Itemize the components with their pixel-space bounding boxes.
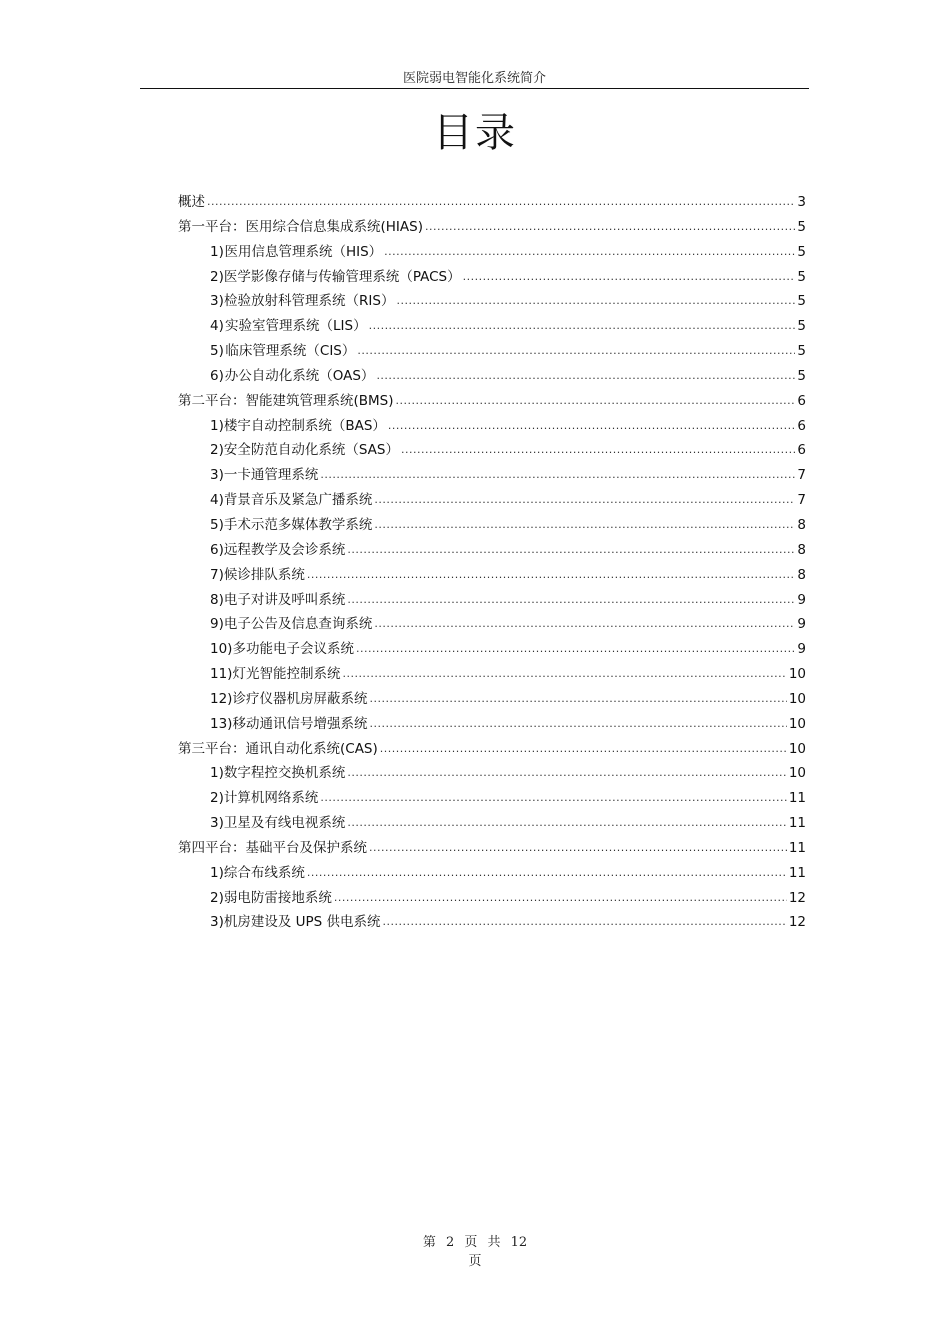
toc-entry[interactable] — [178, 314, 806, 339]
toc-entry[interactable] — [178, 861, 806, 886]
toc-dot-leader — [307, 861, 787, 886]
toc-dot-leader — [207, 190, 795, 215]
toc-entry-label: 1)数字程控交换机系统 — [210, 765, 346, 782]
toc-dot-leader — [369, 836, 787, 861]
toc-entry-label: 第四平台：基础平台及保护系统 — [178, 839, 367, 856]
toc-entry-label: 10)多功能电子会议系统 — [210, 641, 354, 658]
toc-entry-label: 第三平台：通讯自动化系统(CAS) — [178, 740, 378, 757]
toc-dot-leader — [425, 215, 795, 240]
toc-entry-page: 10 — [788, 715, 806, 732]
toc-dot-leader — [357, 339, 795, 364]
toc-entry-label: 4)背景音乐及紧急广播系统 — [210, 492, 373, 509]
page-header: 医院弱电智能化系统简介 — [402, 71, 546, 86]
toc-entry-label: 3)机房建设及 UPS 供电系统 — [210, 914, 381, 931]
toc-dot-leader — [383, 910, 787, 935]
toc-entry-number: 5) — [210, 343, 224, 360]
toc-dot-leader — [374, 488, 795, 513]
toc-entry-page: 7 — [797, 467, 806, 484]
toc-entry-label: 12)诊疗仪器机房屏蔽系统 — [210, 690, 368, 707]
toc-entry[interactable] — [178, 687, 806, 712]
toc-entry-label: 7)候诊排队系统 — [210, 566, 305, 583]
toc-dot-leader — [396, 289, 795, 314]
toc-entry-label: 检验放射科管理系统（RIS） — [224, 293, 395, 310]
toc-dot-leader — [347, 811, 786, 836]
toc-entry[interactable] — [178, 563, 806, 588]
toc-entry-label: 8)电子对讲及呼叫系统 — [210, 591, 346, 608]
toc-entry[interactable] — [178, 240, 806, 265]
toc-entry-page: 11 — [788, 815, 806, 832]
header-divider — [140, 88, 809, 89]
toc-dot-leader — [374, 612, 795, 637]
toc-entry-label: 医学影像存储与传输管理系统（PACS） — [223, 268, 461, 285]
toc-dot-leader — [356, 637, 795, 662]
toc-entry-page: 11 — [788, 864, 806, 881]
toc-entry[interactable] — [178, 538, 806, 563]
toc-entry-page: 8 — [797, 516, 806, 533]
toc-entry-page: 12 — [788, 914, 806, 931]
toc-entry[interactable] — [178, 811, 806, 836]
toc-entry-label: 11)灯光智能控制系统 — [210, 666, 341, 683]
page-number-line: 第 2 页 共 12 — [422, 1235, 528, 1250]
toc-entry[interactable] — [178, 761, 806, 786]
toc-entry[interactable] — [178, 488, 806, 513]
toc-entry[interactable] — [178, 289, 806, 314]
toc-entry[interactable] — [178, 463, 806, 488]
toc-dot-leader — [347, 538, 795, 563]
toc-entry-label: 2)弱电防雷接地系统 — [210, 889, 332, 906]
toc-entry[interactable] — [178, 737, 806, 762]
toc-entry-page: 10 — [788, 690, 806, 707]
toc-entry-number: 4) — [210, 318, 224, 335]
toc-entry-label: 办公自动化系统（OAS） — [224, 367, 375, 384]
toc-entry[interactable] — [178, 513, 806, 538]
toc-entry-label: 1)综合布线系统 — [210, 864, 305, 881]
toc-entry-label: 第一平台：医用综合信息集成系统(HIAS) — [178, 218, 423, 235]
toc-entry-label: 2)安全防范自动化系统（SAS） — [210, 442, 399, 459]
toc-entry-label: 医用信息管理系统（HIS） — [224, 243, 383, 260]
toc-entry-number: 6) — [210, 367, 224, 384]
toc-entry-page: 9 — [797, 641, 806, 658]
toc-entry-label: 5)手术示范多媒体教学系统 — [210, 516, 373, 533]
toc-entry[interactable] — [178, 588, 806, 613]
toc-dot-leader — [374, 513, 795, 538]
toc-entry[interactable] — [178, 910, 806, 935]
toc-entry-label: 13)移动通讯信号增强系统 — [210, 715, 368, 732]
toc-dot-leader — [369, 712, 786, 737]
toc-entry-page: 7 — [797, 492, 806, 509]
toc-dot-leader — [342, 662, 786, 687]
toc-entry-label: 3)卫星及有线电视系统 — [210, 815, 346, 832]
table-of-contents — [178, 190, 806, 935]
toc-entry[interactable] — [178, 786, 806, 811]
toc-entry-page: 9 — [797, 591, 806, 608]
toc-entry-page: 8 — [797, 566, 806, 583]
toc-entry-label: 实验室管理系统（LIS） — [225, 318, 367, 335]
toc-entry-page: 10 — [788, 666, 806, 683]
toc-dot-leader — [320, 463, 795, 488]
toc-entry[interactable] — [178, 364, 806, 389]
toc-title: 目录 — [433, 110, 517, 156]
toc-entry-label: 概述 — [178, 194, 205, 210]
toc-entry-page: 11 — [788, 839, 806, 856]
toc-entry[interactable] — [178, 265, 806, 290]
toc-entry-page: 6 — [797, 442, 806, 459]
toc-entry-label: 6)远程教学及会诊系统 — [210, 541, 346, 558]
toc-entry-page: 6 — [797, 392, 806, 409]
toc-dot-leader — [334, 886, 787, 911]
toc-entry-page: 5 — [797, 243, 806, 260]
toc-entry-page: 5 — [797, 293, 806, 310]
toc-entry-label: 9)电子公告及信息查询系统 — [210, 616, 373, 633]
toc-entry[interactable] — [178, 836, 806, 861]
toc-dot-leader — [388, 414, 795, 439]
toc-entry[interactable] — [178, 637, 806, 662]
toc-dot-leader — [369, 687, 786, 712]
toc-entry-page: 5 — [797, 367, 806, 384]
toc-entry-label: 第二平台：智能建筑管理系统(BMS) — [178, 392, 394, 409]
toc-dot-leader — [347, 588, 795, 613]
toc-entry-label: 3)一卡通管理系统 — [210, 467, 319, 484]
toc-entry-number: 2) — [210, 268, 224, 285]
toc-entry-page: 6 — [797, 417, 806, 434]
page-footer — [0, 1233, 950, 1271]
toc-dot-leader — [384, 240, 795, 265]
page-number-suffix: 页 — [468, 1254, 482, 1269]
toc-entry[interactable] — [178, 712, 806, 737]
toc-entry[interactable] — [178, 389, 806, 414]
toc-entry-page: 9 — [797, 616, 806, 633]
toc-entry-page: 5 — [797, 343, 806, 360]
toc-entry-page: 3 — [797, 194, 806, 210]
toc-entry-number: 1) — [210, 243, 224, 260]
toc-entry-page: 10 — [788, 740, 806, 757]
toc-dot-leader — [401, 438, 795, 463]
toc-entry[interactable] — [178, 662, 806, 687]
toc-entry-page: 11 — [788, 790, 806, 807]
toc-entry[interactable] — [178, 339, 806, 364]
toc-dot-leader — [396, 389, 796, 414]
toc-entry-page: 5 — [797, 318, 806, 335]
toc-dot-leader — [320, 786, 786, 811]
toc-entry[interactable] — [178, 190, 806, 215]
toc-entry[interactable] — [178, 215, 806, 240]
toc-dot-leader — [380, 737, 787, 762]
toc-entry-page: 10 — [788, 765, 806, 782]
toc-dot-leader — [463, 265, 796, 290]
toc-entry-label: 2)计算机网络系统 — [210, 790, 319, 807]
toc-dot-leader — [376, 364, 795, 389]
toc-entry[interactable] — [178, 612, 806, 637]
toc-entry[interactable] — [178, 438, 806, 463]
toc-dot-leader — [369, 314, 796, 339]
toc-entry[interactable] — [178, 886, 806, 911]
toc-dot-leader — [307, 563, 796, 588]
toc-entry-page: 5 — [797, 268, 806, 285]
toc-entry[interactable] — [178, 414, 806, 439]
toc-entry-label: 临床管理系统（CIS） — [225, 343, 356, 360]
toc-entry-page: 8 — [797, 541, 806, 558]
toc-dot-leader — [347, 761, 786, 786]
toc-entry-label: 1)楼宇自动控制系统（BAS） — [210, 417, 386, 434]
toc-entry-number: 3) — [210, 293, 224, 310]
toc-entry-page: 5 — [797, 218, 806, 235]
toc-entry-page: 12 — [788, 889, 806, 906]
